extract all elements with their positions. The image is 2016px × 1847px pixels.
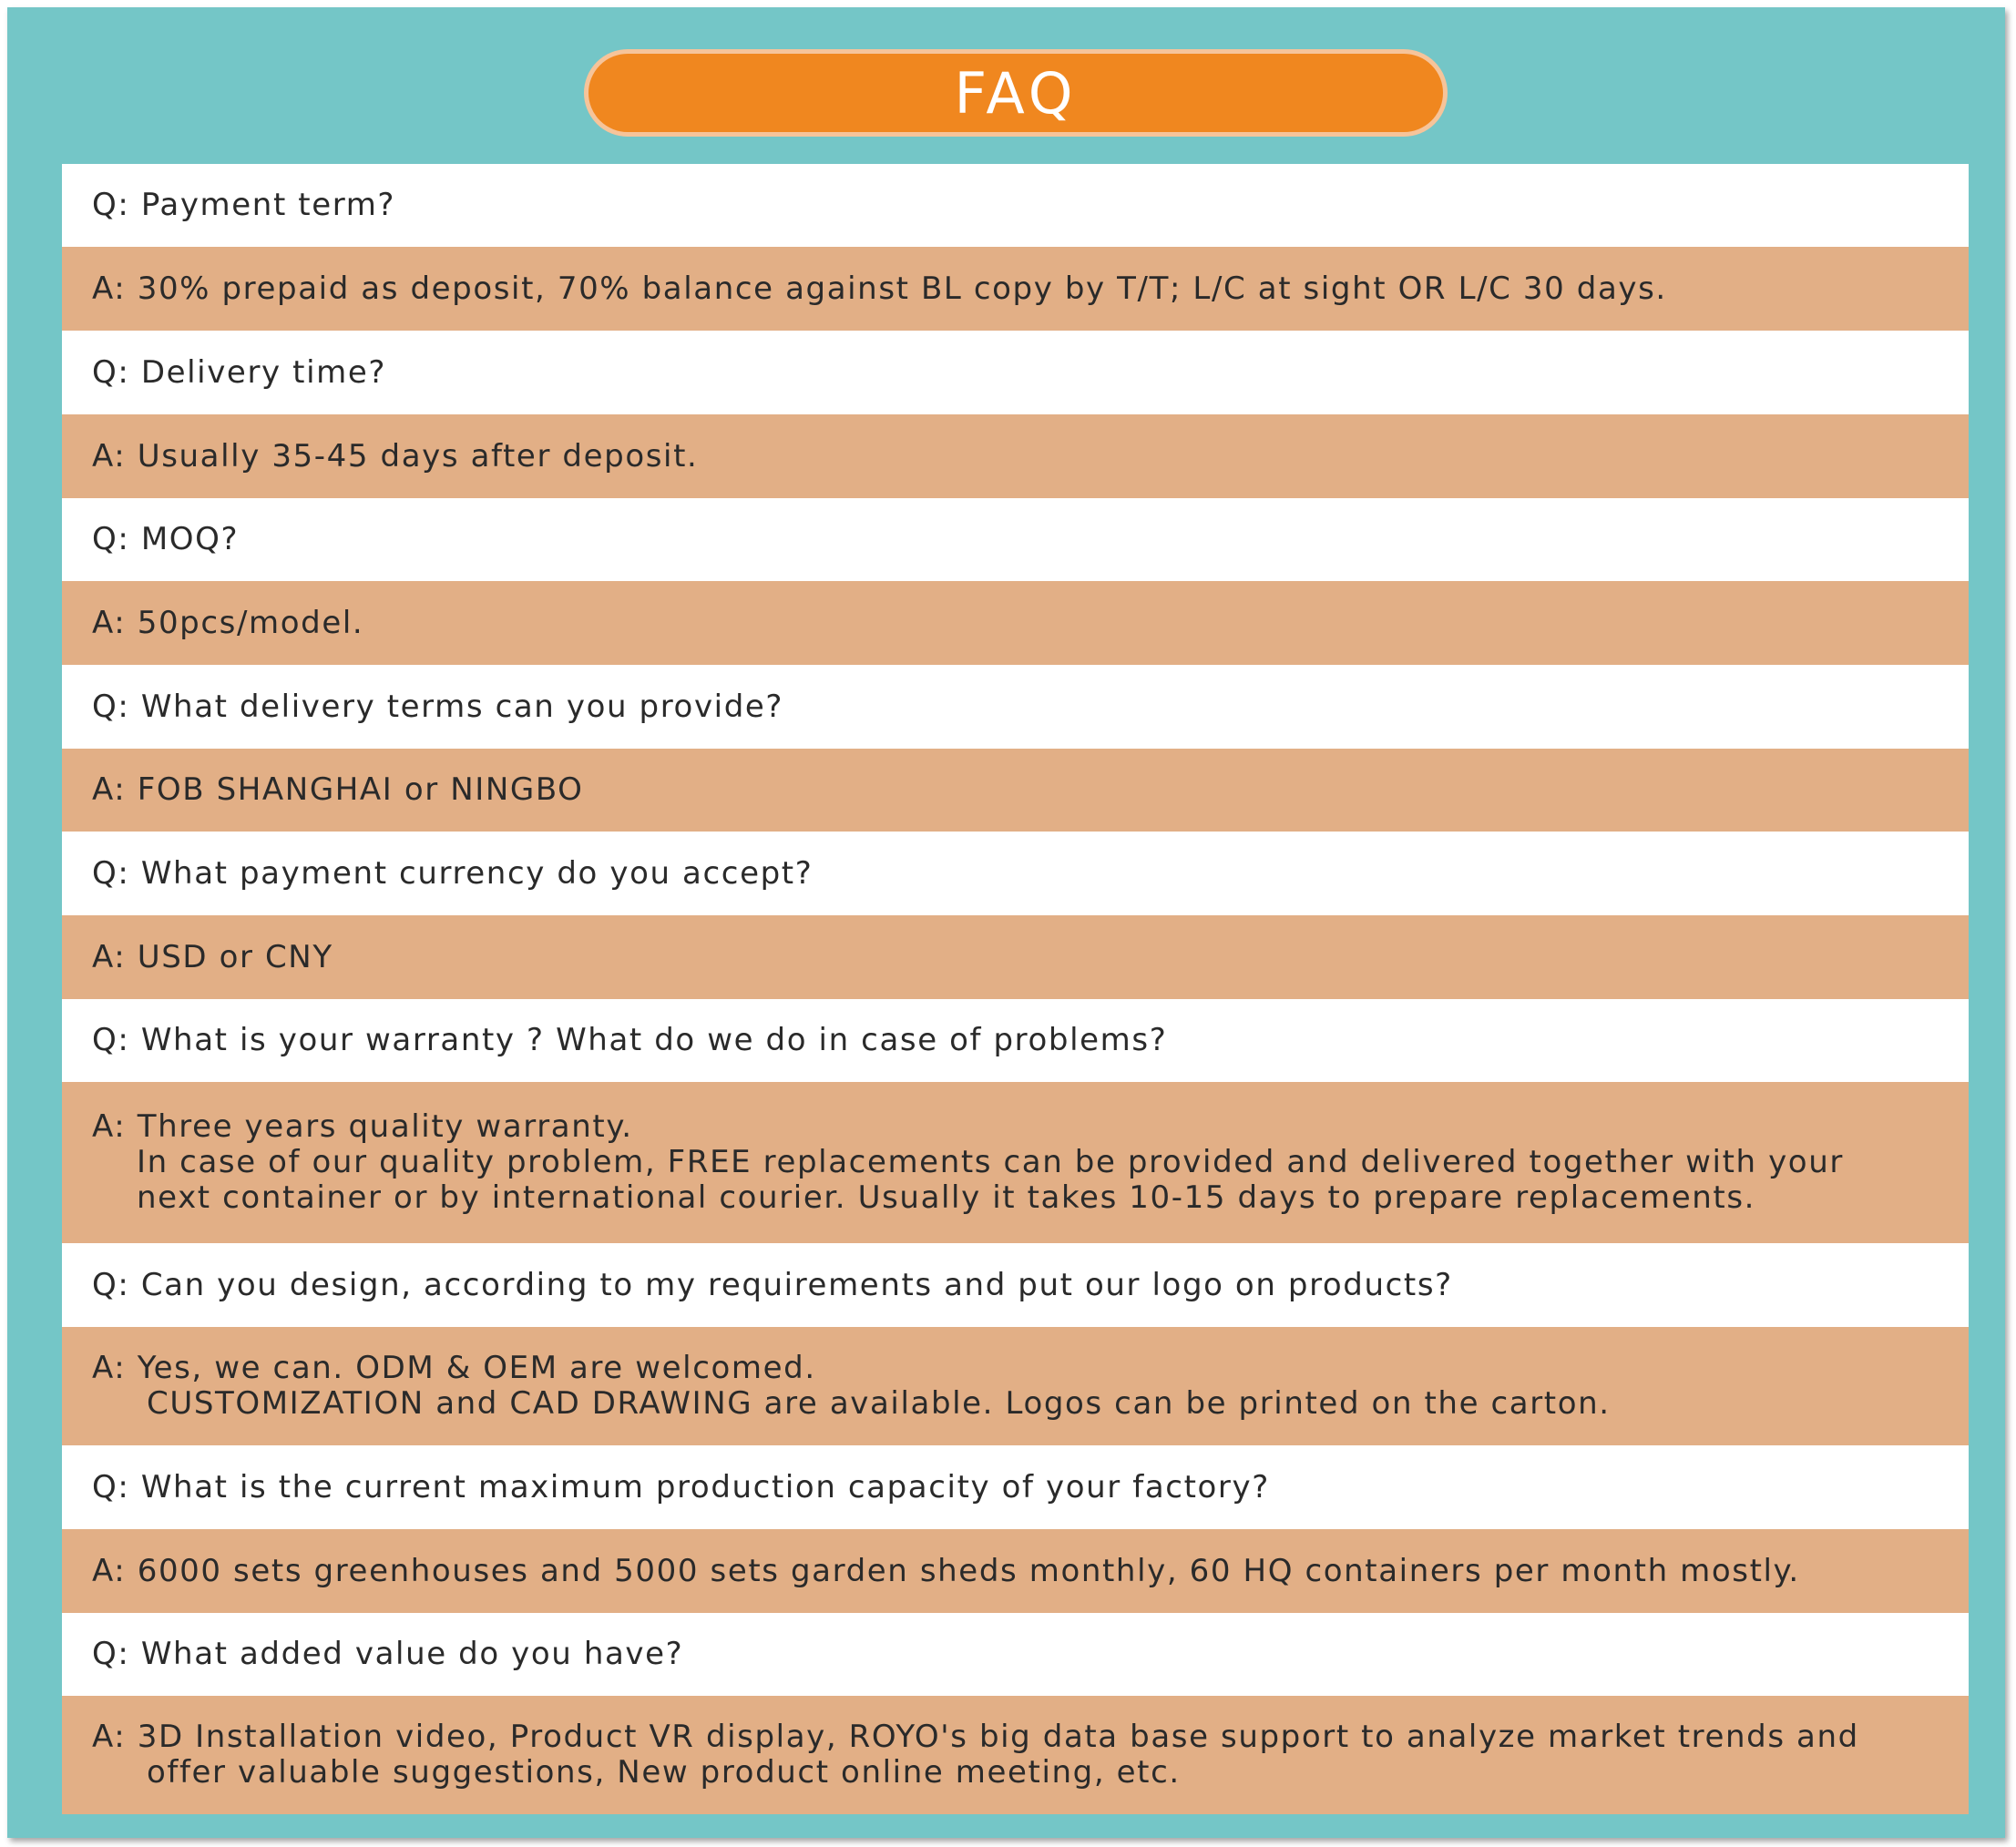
question-text: Q: Delivery time? bbox=[92, 353, 387, 391]
question-text: Q: MOQ? bbox=[92, 521, 240, 557]
answer-text: A: USD or CNY bbox=[92, 938, 333, 975]
faq-answer-capacity bbox=[62, 1529, 1969, 1613]
answer-text: A: FOB SHANGHAI or NINGBO bbox=[92, 771, 584, 808]
faq-question-capacity bbox=[62, 1445, 1969, 1529]
question-text: Q: What added value do you have? bbox=[92, 1636, 684, 1672]
answer-line-1: A: Yes, we can. ODM & OEM are welcomed. bbox=[92, 1350, 816, 1386]
question-text: Q: What delivery terms can you provide? bbox=[92, 688, 784, 725]
faq-question-warranty bbox=[62, 999, 1969, 1082]
faq-question-payment-currency bbox=[62, 832, 1969, 915]
faq-title: FAQ bbox=[584, 49, 1448, 137]
answer-text: A: 50pcs/model. bbox=[92, 604, 364, 641]
faq-table bbox=[62, 164, 1969, 1814]
question-text: Q: What payment currency do you accept? bbox=[92, 854, 814, 892]
faq-answer-payment-currency bbox=[62, 915, 1969, 999]
answer-line-3: next container or by international courier. Usually it takes 10-15 days to prepare replacements. bbox=[137, 1179, 1756, 1216]
faq-question-delivery-terms bbox=[62, 665, 1969, 749]
question-text: Q: Payment term? bbox=[92, 187, 396, 223]
faq-question-design-logo bbox=[62, 1243, 1969, 1327]
question-text: Q: What is your warranty ? What do we do in case of problems? bbox=[92, 1022, 1168, 1058]
faq-question-delivery-time bbox=[62, 331, 1969, 414]
faq-question-added-value bbox=[62, 1613, 1969, 1696]
question-text: Q: What is the current maximum production capacity of your factory? bbox=[92, 1468, 1270, 1505]
answer-line-2: In case of our quality problem, FREE replacements can be provided and delivered together with your bbox=[137, 1144, 1844, 1180]
faq-frame bbox=[7, 7, 2005, 1838]
answer-line-2: CUSTOMIZATION and CAD DRAWING are available. Logos can be printed on the carton. bbox=[147, 1385, 1611, 1422]
faq-question-payment-term bbox=[62, 164, 1969, 247]
faq-answer-payment-term bbox=[62, 247, 1969, 331]
faq-answer-warranty bbox=[62, 1082, 1969, 1243]
answer-line-1: A: Three years quality warranty. bbox=[92, 1108, 633, 1145]
faq-answer-moq bbox=[62, 581, 1969, 665]
faq-answer-added-value bbox=[62, 1696, 1969, 1814]
answer-text: A: 30% prepaid as deposit, 70% balance against BL copy by T/T; L/C at sight OR L/C 30 days. bbox=[92, 270, 1667, 307]
faq-answer-design-logo bbox=[62, 1327, 1969, 1445]
answer-text: A: Usually 35-45 days after deposit. bbox=[92, 437, 699, 475]
question-text: Q: Can you design, according to my requirements and put our logo on products? bbox=[92, 1266, 1453, 1303]
answer-line-1: A: 3D Installation video, Product VR display, ROYO's big data base support to analyze market trends and bbox=[92, 1719, 1859, 1755]
faq-answer-delivery-time bbox=[62, 414, 1969, 498]
answer-line-2: offer valuable suggestions, New product online meeting, etc. bbox=[147, 1754, 1181, 1791]
answer-text: A: 6000 sets greenhouses and 5000 sets garden sheds monthly, 60 HQ containers per month mostly. bbox=[92, 1552, 1800, 1589]
faq-question-moq bbox=[62, 498, 1969, 581]
faq-answer-delivery-terms bbox=[62, 749, 1969, 832]
